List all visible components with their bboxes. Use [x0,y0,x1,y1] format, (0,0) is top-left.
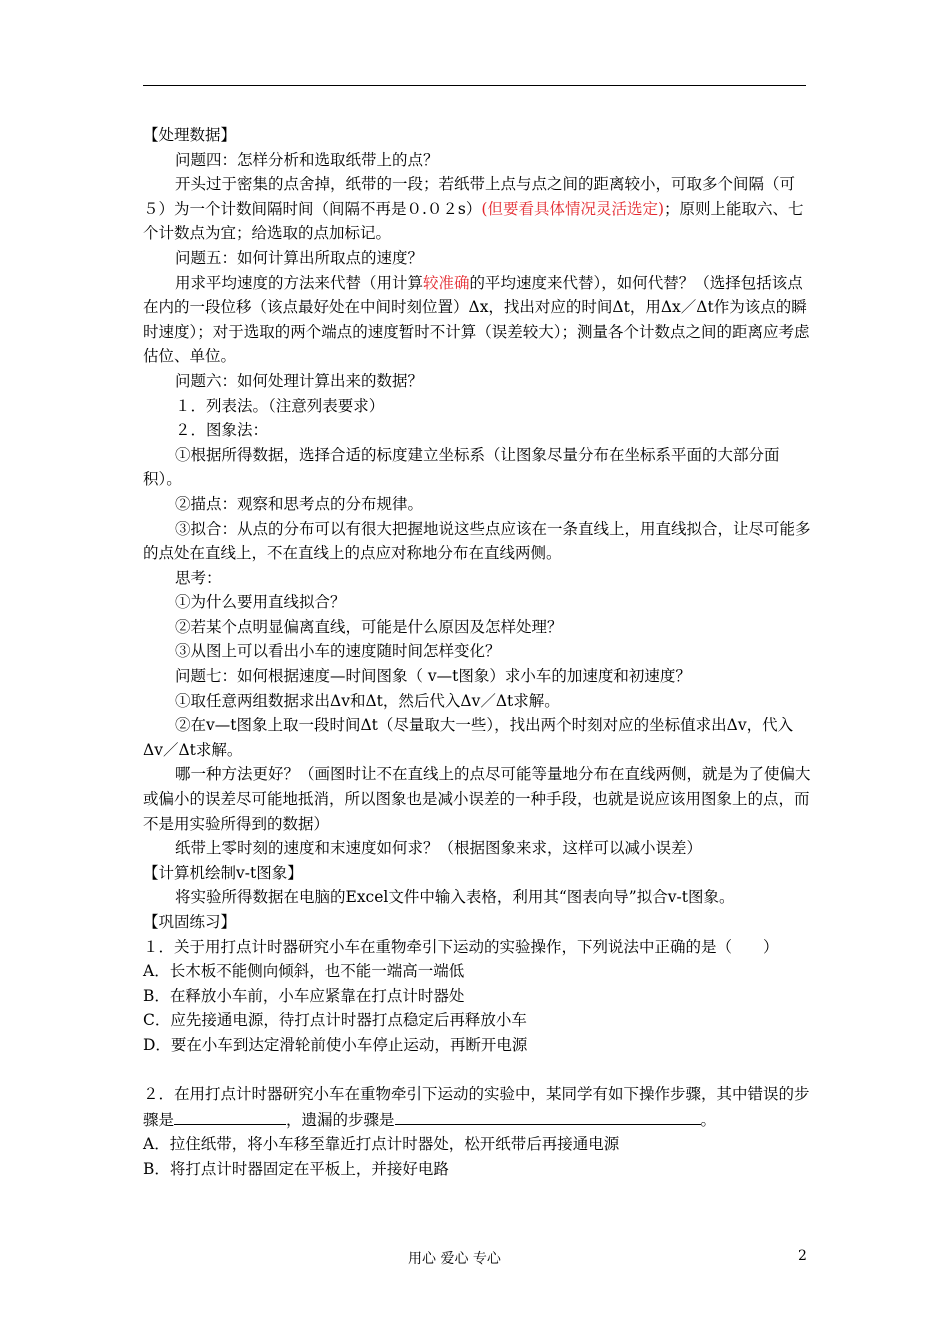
section-heading: 【计算机绘制v-t图象】 [143,863,303,882]
think-1: ①为什么要用直线拟合？ [175,593,346,612]
exercise-2-option-a: A．拉住纸带，将小车移至靠近打点计时器处，松开纸带后再接通电源 [143,1135,620,1154]
method-2: ２．图象法： [175,421,269,440]
way-1: ①取任意两组数据求出Δv和Δt，然后代入Δv／Δt求解。 [175,691,560,710]
question-6: 问题六：如何处理计算出来的数据？ [175,371,424,390]
think-label: 思考： [175,568,222,587]
exercise-2-text: ２．在用打点计时器研究小车在重物牵引下运动的实验中，某同学有如下操作步骤，其中错误的步骤是 [143,1085,810,1129]
exercise-2-question [143,1082,813,1132]
question-5: 问题五：如何计算出所取点的速度？ [175,248,424,267]
page-number: 2 [798,1248,807,1264]
which-method: 哪一种方法更好？（画图时让不在直线上的点尽可能等量地分布在直线两侧，就是为了使偏大或偏小的误差尽可能地抵消，所以图象也是减小误差的一种手段，也就是说应该用图象上的点，而不是用实验所得到的数据） [143,765,811,833]
method-1: １．列表法。（注意列表要求） [175,396,385,415]
answer-4-text: 开头过于密集的点舍掉，纸带的一段；若纸带上点与点之间的距离较小，可取多个间隔（可５）为一个计数间隔时间（间隔不再是０.０２s） [143,175,796,218]
answer-blank-missing-steps[interactable] [395,1107,701,1125]
step-2: ②描点：观察和思考点的分布规律。 [175,494,424,513]
exercise-1-option-d: D．要在小车到达定滑轮前使小车停止运动，再断开电源 [143,1035,528,1054]
exercise-2-text-mid: ，遗漏的步骤是 [286,1110,395,1129]
exercise-1-question: １．关于用打点计时器研究小车在重物牵引下运动的实验操作，下列说法中正确的是（ ） [143,937,779,956]
think-3: ③从图上可以看出小车的速度随时间怎样变化？ [175,642,501,661]
header-rule [143,85,806,86]
step-1: ①根据所得数据，选择合适的标度建立坐标系（让图象尽量分布在坐标系平面的大部分面积）。 [143,445,780,489]
answer-4 [143,172,813,246]
step-3: ③拟合：从点的分布可以有很大把握地说这些点应该在一条直线上，用直线拟合，让尽可能多的点处在直线上，不在直线上的点应对称地分布在直线两侧。 [143,519,811,563]
exercise-1-option-a: A．长木板不能侧向倾斜，也不能一端高一端低 [143,962,465,981]
question-4: 问题四：怎样分析和选取纸带上的点？ [175,150,439,169]
excel-instructions: 将实验所得数据在电脑的Excel文件中输入表格，利用其“图表向导”拟合v-t图象。 [175,888,735,907]
answer-blank-wrong-steps[interactable] [174,1107,286,1125]
answer-5-text: 用求平均速度的方法来代替（用计算 [175,273,424,292]
page-content [143,123,813,1182]
footer-text: 用心 爱心 专心 [408,1251,501,1267]
section-heading: 【处理数据】 [143,126,237,144]
way-2: ②在v—t图象上取一段时间Δt（尽量取大一些），找出两个时刻对应的坐标值求出Δv，代入Δv／Δt求解。 [143,716,794,759]
exercise-2-text-end: 。 [700,1110,717,1129]
spacer [143,1058,813,1083]
exercise-1-option-c: C．应先接通电源，待打点计时器打点稳定后再释放小车 [143,1011,527,1030]
think-2: ②若某个点明显偏离直线，可能是什么原因及怎样处理？ [175,617,563,636]
exercise-1-option-b: B．在释放小车前，小车应紧靠在打点计时器处 [143,986,465,1005]
section-heading: 【巩固练习】 [143,913,237,931]
answer-5 [143,271,813,369]
answer-4-text-end: ；原则上能取六、七个计数点为宜；给选取的点加标记。 [143,199,804,243]
question-7: 问题七：如何根据速度—时间图象（ v—t图象）求小车的加速度和初速度？ [175,667,691,686]
answer-5-highlight: 较准确 [423,273,470,292]
exercise-2-option-b: B．将打点计时器固定在平板上，并接好电路 [143,1159,449,1178]
answer-5-text-end: 的平均速度来代替），如何代替？（选择包括该点在内的一段位移（该点最好处在中间时刻位置）Δx，找出对应的时间Δt，用Δx／Δt作为该点的瞬时速度）；对于选取的两个端点的速度暂时不计算（误差较大）；测量各个计数点之间的距离应考虑估位、单位。 [143,273,810,366]
zero-time-velocity: 纸带上零时刻的速度和末速度如何求？（根据图象来求，这样可以减小误差） [175,839,703,858]
answer-4-highlight: (但要看具体情况灵活选定) [481,199,664,218]
